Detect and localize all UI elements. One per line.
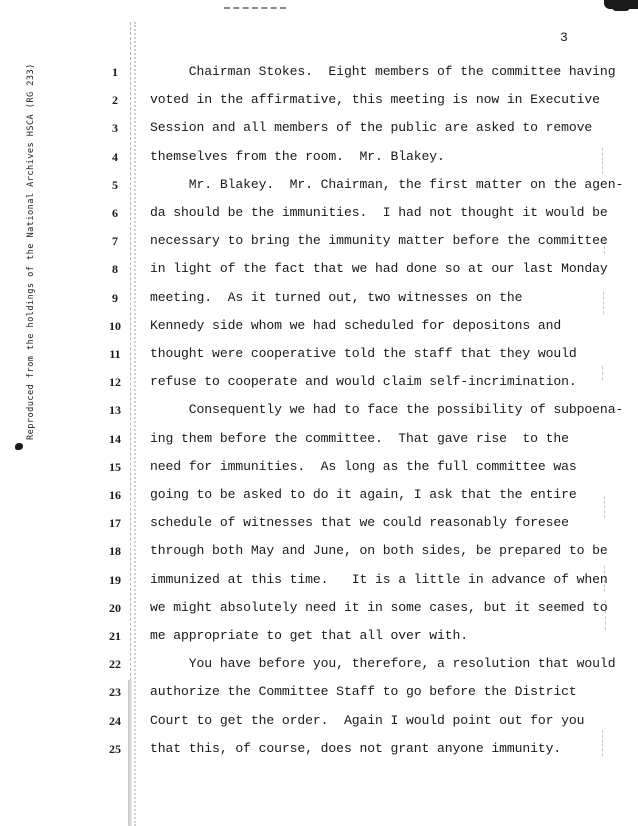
margin-rule-shade [128,680,132,826]
transcript-line: schedule of witnesses that we could reasonably foresee [150,515,569,530]
transcript-line: need for immunities. As long as the full committee was [150,459,577,474]
right-margin-tick [603,292,604,314]
transcript-line: ing them before the committee. That gave rise to the [150,431,569,446]
scan-artifact-corner [604,0,638,9]
transcript-line: voted in the affirmative, this meeting is now in Executive [150,92,600,107]
line-number: 6 [112,206,118,220]
line-number: 10 [109,319,121,333]
transcript-line: Chairman Stokes. Eight members of the committee having [150,64,616,79]
transcript-line: immunized at this time. It is a little in advance of when [150,572,608,587]
line-number: 13 [109,403,121,417]
transcript-line: da should be the immunities. I had not thought it would be [150,205,608,220]
line-number: 1 [112,65,118,79]
transcript-line: refuse to cooperate and would claim self-incrimination. [150,374,577,389]
transcript-line: Court to get the order. Again I would point out for you [150,713,585,728]
line-number: 3 [112,121,118,135]
right-margin-tick [602,366,603,380]
transcript-line: in light of the fact that we had done so at our last Monday [150,261,608,276]
line-number: 21 [109,629,121,643]
transcript-line: thought were cooperative told the staff that they would [150,346,577,361]
line-number: 25 [109,742,121,756]
transcript-line: authorize the Committee Staff to go before the District [150,684,577,699]
line-number: 17 [109,516,121,530]
line-number: 23 [109,685,121,699]
line-number: 2 [112,93,118,107]
right-margin-tick [602,730,603,756]
transcript-line: that this, of course, does not grant anyone immunity. [150,741,562,756]
archive-stamp-icon [15,443,23,450]
transcript-line: going to be asked to do it again, I ask that the entire [150,487,577,502]
line-number: 12 [109,375,121,389]
line-number: 22 [109,657,121,671]
line-number: 19 [109,573,121,587]
transcript-line: necessary to bring the immunity matter before the committee [150,233,608,248]
page-number: 3 [560,30,568,45]
transcript-line: me appropriate to get that all over with. [150,628,469,643]
line-number: 4 [112,150,118,164]
transcript-line: meeting. As it turned out, two witnesses on the [150,290,523,305]
line-number: 7 [112,234,118,248]
transcript-line: Consequently we had to face the possibility of subpoena- [150,402,624,417]
transcript-line: Session and all members of the public are asked to remove [150,120,593,135]
line-number: 14 [109,432,121,446]
line-number: 5 [112,178,118,192]
line-number: 16 [109,488,121,502]
line-number: 11 [109,347,121,361]
line-number: 8 [112,262,118,276]
scan-artifact-top [224,7,286,9]
transcript-line: Kennedy side whom we had scheduled for depositons and [150,318,562,333]
right-margin-tick [602,148,603,174]
line-number: 24 [109,714,121,728]
transcript-line: You have before you, therefore, a resolution that would [150,656,616,671]
line-number: 18 [109,544,121,558]
line-number: 15 [109,460,121,474]
transcript-line: Mr. Blakey. Mr. Chairman, the first matter on the agen- [150,177,624,192]
archive-side-note: Reproduced from the holdings of the National Archives HSCA (RG 233) [26,63,36,440]
margin-rule-inner [134,22,136,826]
line-number: 9 [112,291,118,305]
transcript-line: we might absolutely need it in some cases, but it seemed to [150,600,608,615]
transcript-line: through both May and June, on both sides, be prepared to be [150,543,608,558]
line-number: 20 [109,601,121,615]
transcript-line: themselves from the room. Mr. Blakey. [150,149,445,164]
right-margin-tick [604,496,605,518]
